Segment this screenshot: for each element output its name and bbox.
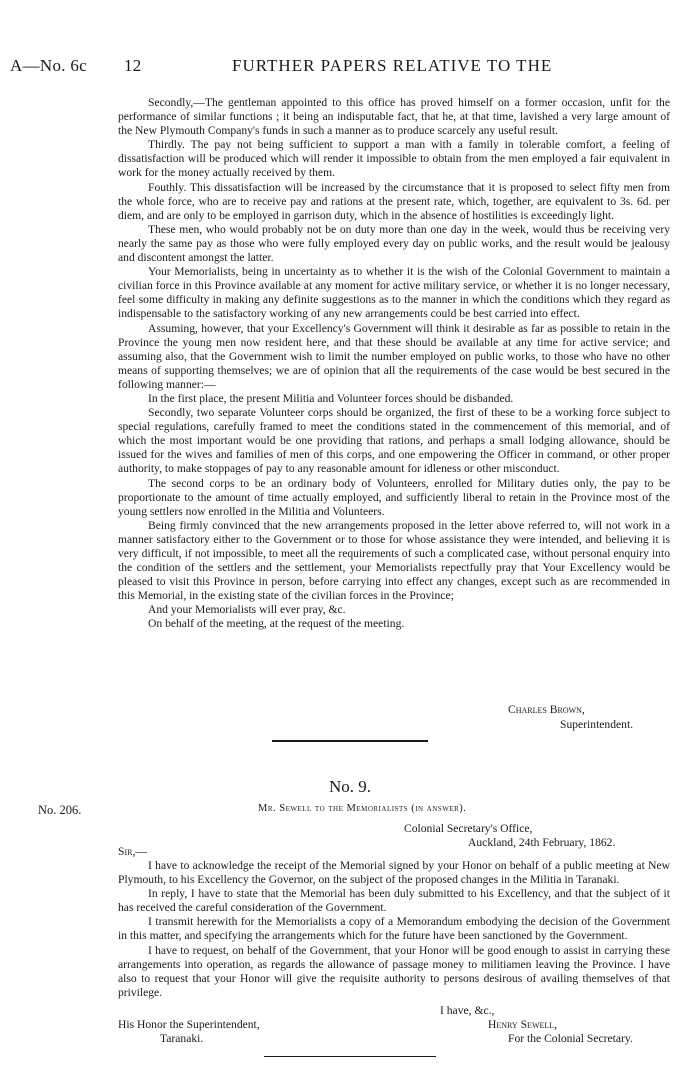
paragraph: Thirdly. The pay not being sufficient to support a man with a family in tolerable comfort, a feeling of dissatisfaction will be produced which will render it impossible to obtain from the men employed a fair equivalent in work for the money actually received by them. (118, 138, 670, 180)
addressee-place: Taranaki. (160, 1032, 204, 1045)
reply-text (118, 859, 670, 1000)
place-date: Auckland, 24th February, 1862. (468, 836, 616, 849)
closing-behalf: On behalf of the meeting, at the request of the meeting. (148, 617, 405, 631)
memorial-signer-title: Superintendent. (560, 718, 634, 731)
addressee: His Honor the Superintendent, (118, 1018, 260, 1031)
paragraph: I have to acknowledge the receipt of the Memorial signed by your Honor on behalf of a public meeting at New Plymouth, to his Excellency the Governor, on the subject of the proposed changes in the Militia in Taranaki. (118, 859, 670, 887)
memorial-signer: Charles Brown, (508, 703, 585, 716)
paragraph: I have to request, on behalf of the Government, that your Honor will be good enough to assist in carrying these arrangements into operation, as regards the allowance of passage money to militiamen leaving the Province. I have also to request that your Honor will give the requisite authority to persons desirous of availing themselves of that privilege. (118, 943, 670, 999)
closing-prayer: And your Memorialists will ever pray, &c. (148, 603, 346, 617)
margin-reference: No. 206. (38, 803, 82, 817)
page-number: 12 (124, 56, 142, 75)
section-divider (272, 740, 428, 742)
paragraph: Secondly, two separate Volunteer corps should be organized, the first of these to be a working force subject to special regulations, carefully framed to meet the conditions stated in the commencement of this memorial, and of which the most important would be one providing that rations, and perhaps a small lodging allowance, should be issued for the wives and families of men of this corps, and one empowering the Officer in command, or other proper authority, to make stoppages of pay to any reasonable amount for idleness or other misconduct. (118, 406, 670, 476)
running-title: FURTHER PAPERS RELATIVE TO THE (232, 56, 553, 75)
reply-signer: Henry Sewell, (488, 1018, 558, 1031)
salutation: Sir,— (118, 845, 147, 858)
paragraph: I transmit herewith for the Memorialists a copy of a Memorandum embodying the decision of the Government in this matter, and specifying the arrangements which for the future have been sanctioned by the Government. (118, 915, 670, 943)
paragraph: Secondly,—The gentleman appointed to this office has proved himself on a former occasion, unfit for the performance of similar functions ; it being an indisputable fact, that he, at that time, lavished a very large amount of the New Plymouth Company's funds in such a manner as to produce scarcely any useful result. (118, 96, 670, 138)
document-number: No. 9. (328, 777, 372, 796)
memorial-text (118, 96, 670, 632)
sender-office: Colonial Secretary's Office, (404, 822, 533, 835)
paragraph: Fouthly. This dissatisfaction will be increased by the circumstance that it is proposed to select fifty men from the whole force, who are to receive pay and rations at the present rate, which, together, are equivalent to 3s. 6d. per diem, and are only to be employed in garrison duty, which in the absence of hostilities is exceedingly light. (118, 180, 670, 222)
paper-reference: A—No. 6c (10, 56, 87, 75)
reply-signer-title: For the Colonial Secretary. (508, 1032, 633, 1045)
paragraph: The second corps to be an ordinary body of Volunteers, enrolled for Military duties only, the pay to be proportionate to the amount of time actually employed, and sufficiently liberal to retain in the Province most of the young settlers now enrolled in the Militia and Volunteers. (118, 476, 670, 518)
paragraph: Assuming, however, that your Excellency's Government will think it desirable as far as possible to retain in the Province the young men now resident here, and that these should be available at any time for active service; and assuming also, that the Government wish to limit the number employed on public works, to those who have no other means of supporting themselves; we are of opinion that all the requirements of the case would be best secured in the following manner:— (118, 321, 670, 391)
paragraph: In reply, I have to state that the Memorial has been duly submitted to his Excellency, and that the subject of it has received the careful consideration of the Government. (118, 887, 670, 915)
paragraph: Being firmly convinced that the new arrangements proposed in the letter above referred to, will not work in a manner satisfactory either to the Government or to those for whose assistance they were intended, and believing it is very difficult, if not impossible, to meet all the requirements of such a complicated case, without personal enquiry into the condition of the settlers and the settlement, your Memorialists repectfully pray that Your Excellency would be pleased to visit this Province in person, before carrying into effect any changes, except such as are recommended in this Memorial, in the existing state of the civilian forces in the Province; (118, 518, 670, 603)
reply-closing: I have, &c., (440, 1004, 495, 1017)
paragraph: Your Memorialists, being in uncertainty as to whether it is the wish of the Colonial Government to maintain a civilian force in this Province available at any moment for active military service, or whether it is no longer necessary, feel some difficulty in making any definite suggestions as to the manner in which the conditions which they regard as indispensable to the satisfactory working of any new arrangements could be best carried into effect. (118, 265, 670, 321)
paragraph: These men, who would probably not be on duty more than one day in the week, would thus be receiving very nearly the same pay as those who were fully employed every day on public works, and the result would be jealousy and discontent amongst the latter. (118, 222, 670, 265)
bottom-divider (264, 1056, 436, 1057)
paragraph: In the first place, the present Militia and Volunteer forces should be disbanded. (148, 391, 514, 405)
letter-heading: Mr. Sewell to the Memorialists (in answer). (258, 803, 467, 814)
page-header (0, 56, 700, 80)
